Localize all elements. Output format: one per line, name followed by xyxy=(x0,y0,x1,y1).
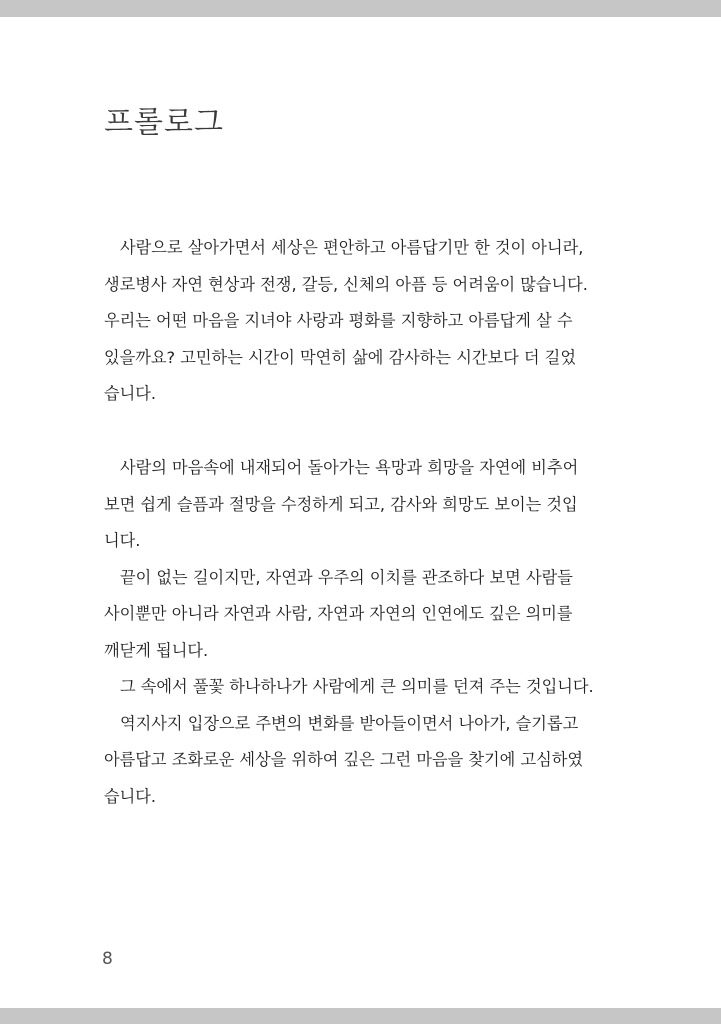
text-line: 사이뿐만 아니라 자연과 사람, 자연과 자연의 인연에도 깊은 의미를 xyxy=(104,604,573,623)
text-line: 보면 쉽게 슬픔과 절망을 수정하게 되고, 감사와 희망도 보이는 것입 xyxy=(104,494,578,514)
page-title: 프롤로그 xyxy=(104,105,224,140)
text-line: 끝이 없는 길이지만, 자연과 우주의 이치를 관조하다 보면 사람들 xyxy=(120,567,573,587)
text-line: 습니다. xyxy=(104,384,157,403)
text-line: 있을까요? 고민하는 시간이 막연히 삶에 감사하는 시간보다 더 길었 xyxy=(104,347,576,367)
paragraph-gap xyxy=(104,413,609,451)
page-number: 8 xyxy=(102,949,113,969)
text-line: 우리는 어떤 마음을 지녀야 사랑과 평화를 지향하고 아름답게 살 수 xyxy=(104,311,573,330)
bottom-margin-bar xyxy=(0,1008,721,1024)
top-margin-bar xyxy=(0,0,721,17)
text-line: 니다. xyxy=(104,531,141,550)
text-line: 깨닫게 됩니다. xyxy=(104,640,209,660)
text-line: 사람의 마음속에 내재되어 돌아가는 욕망과 희망을 자연에 비추어 xyxy=(120,458,579,477)
text-line: 역지사지 입장으로 주변의 변화를 받아들이면서 나아가, 슬기롭고 xyxy=(120,713,579,733)
text-line: 생로병사 자연 현상과 전쟁, 갈등, 신체의 아픔 등 어려움이 많습니다. xyxy=(104,274,588,294)
text-line: 사람으로 살아가면서 세상은 편안하고 아름답기만 한 것이 아니라, xyxy=(120,238,584,257)
body-text xyxy=(104,230,609,815)
text-line: 그 속에서 풀꽃 하나하나가 사람에게 큰 의미를 던져 주는 것입니다. xyxy=(120,677,594,696)
text-line: 습니다. xyxy=(104,786,157,806)
text-line: 아름답고 조화로운 세상을 위하여 깊은 그런 마음을 찾기에 고심하였 xyxy=(104,750,584,769)
